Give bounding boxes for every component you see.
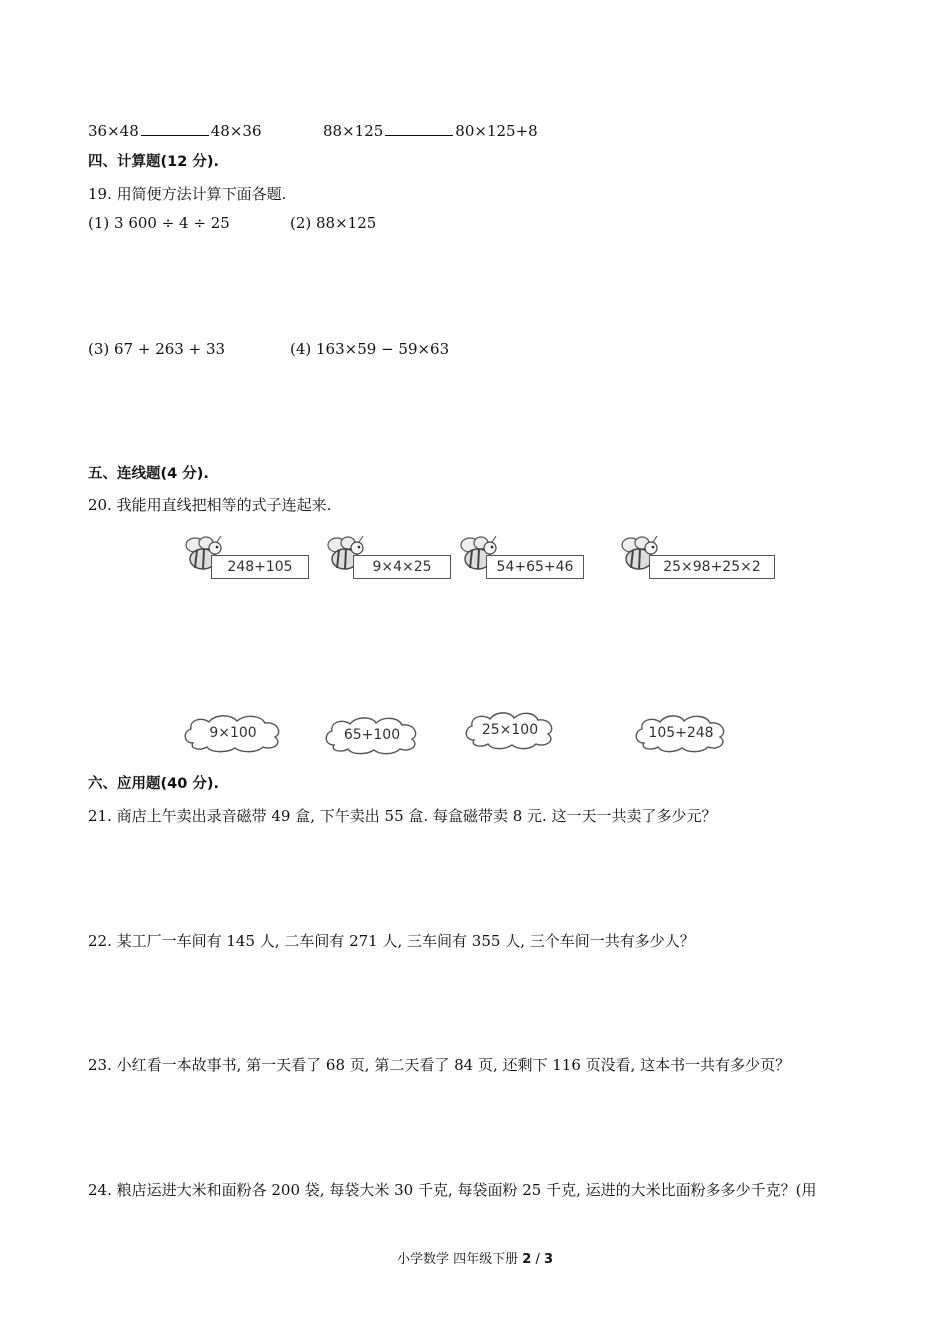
- section4-title: 四、计算题(12 分).: [88, 154, 219, 170]
- top-expression-4: 25×98+25×2: [649, 555, 775, 579]
- problem-3: (3) 67 + 263 + 33: [88, 340, 226, 358]
- bottom-expression-2: 65+100: [343, 727, 401, 743]
- cloud-2[interactable]: [322, 715, 422, 755]
- compare-right-b: 80×125+8: [455, 122, 538, 140]
- footer-page-current: 2: [522, 1252, 532, 1267]
- section5-title: 五、连线题(4 分).: [88, 466, 209, 482]
- question-20: 20. 我能用直线把相等的式子连起来.: [88, 496, 332, 514]
- bee-card-3[interactable]: [456, 533, 586, 581]
- cloud-1[interactable]: [181, 713, 285, 753]
- footer-page-separator: /: [535, 1252, 540, 1267]
- top-expression-3: 54+65+46: [486, 555, 584, 579]
- question-24: 24. 粮店运进大米和面粉各 200 袋, 每袋大米 30 千克, 每袋面粉 25 千克, 运进的大米比面粉多多少千克？(用: [88, 1181, 817, 1199]
- top-expression-2: 9×4×25: [353, 555, 451, 579]
- compare-right-a: 88×125: [323, 122, 384, 140]
- problem-2: (2) 88×125: [290, 214, 377, 232]
- bee-card-1[interactable]: [181, 533, 311, 581]
- footer-page-total: 3: [543, 1252, 554, 1267]
- section6-title: 六、应用题(40 分).: [88, 776, 219, 792]
- compare-blank-1[interactable]: [141, 121, 209, 136]
- compare-blank-2[interactable]: [385, 121, 453, 136]
- compare-left-b: 48×36: [210, 122, 262, 140]
- compare-left-a: 36×48: [88, 122, 139, 140]
- bottom-expression-3: 25×100: [481, 722, 539, 738]
- cloud-4[interactable]: [632, 713, 730, 753]
- cloud-3[interactable]: [462, 710, 558, 750]
- question-22: 22. 某工厂一车间有 145 人, 二车间有 271 人, 三车间有 355 人, 三个车间一共有多少人？: [88, 932, 695, 950]
- question-19: 19. 用简便方法计算下面各题.: [88, 185, 287, 203]
- compare-line: [88, 121, 262, 141]
- footer-subject: 小学数学 四年级下册: [396, 1252, 519, 1267]
- compare-line-2: [323, 121, 538, 141]
- question-21: 21. 商店上午卖出录音磁带 49 盒, 下午卖出 55 盒. 每盒磁带卖 8 元. 这一天一共卖了多少元？: [88, 807, 717, 825]
- top-expression-1: 248+105: [211, 555, 309, 579]
- bottom-expression-4: 105+248: [648, 725, 714, 741]
- bottom-expression-1: 9×100: [209, 725, 257, 741]
- page-footer: [0, 1248, 950, 1267]
- problem-4: (4) 163×59 − 59×63: [290, 340, 450, 358]
- bee-card-2[interactable]: [323, 533, 453, 581]
- question-23: 23. 小红看一本故事书, 第一天看了 68 页, 第二天看了 84 页, 还剩下 116 页没看, 这本书一共有多少页？: [88, 1056, 791, 1074]
- problem-1: (1) 3 600 ÷ 4 ÷ 25: [88, 214, 230, 232]
- bee-card-4[interactable]: [617, 533, 777, 581]
